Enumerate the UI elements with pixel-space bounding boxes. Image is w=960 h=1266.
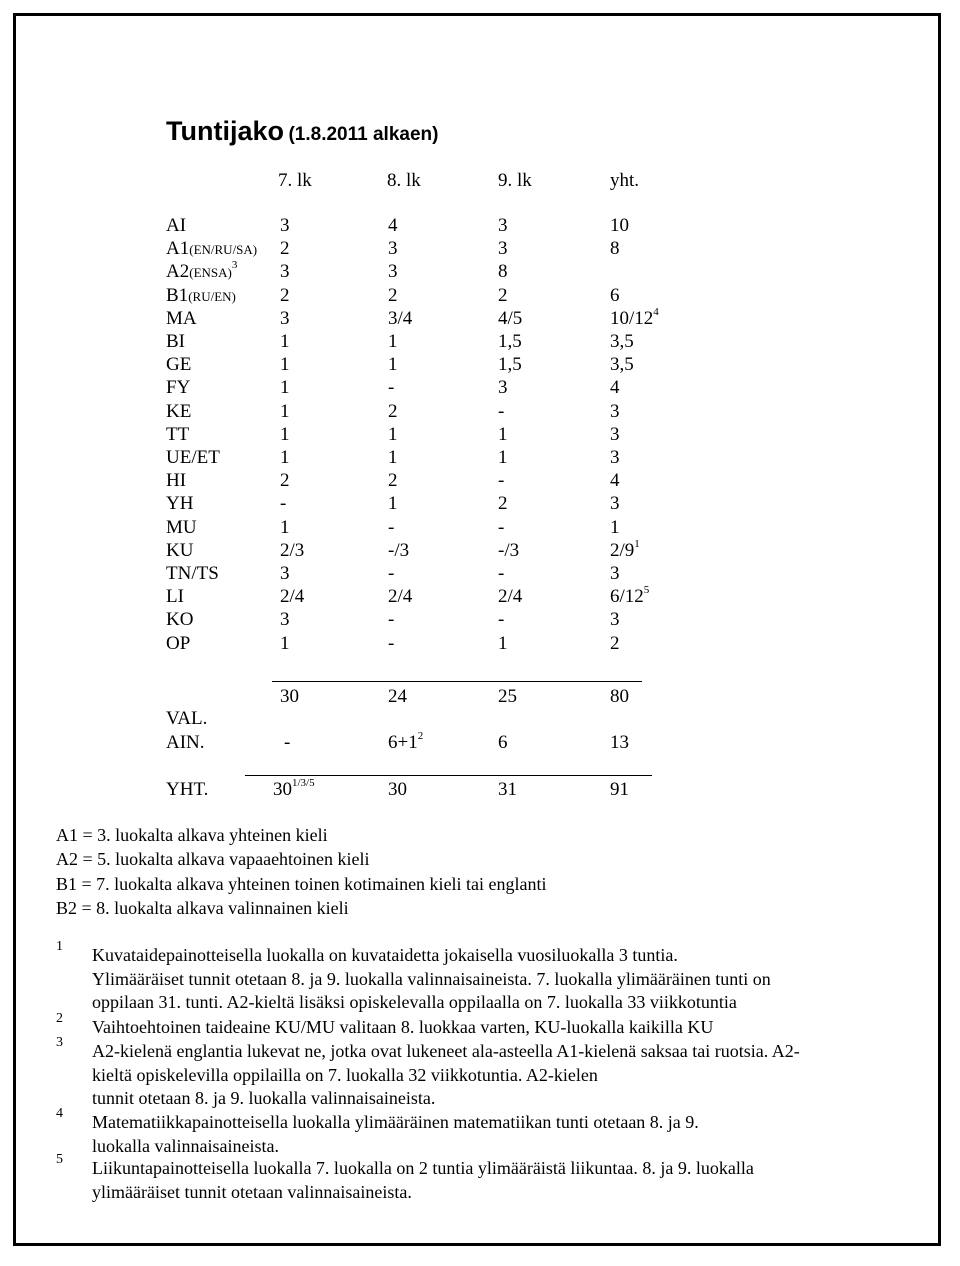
subject-hours-7: 2 (280, 284, 290, 306)
column-header-7: 7. lk (278, 170, 312, 191)
subject-hours-7: 1 (280, 331, 290, 352)
subject-hours-8: -/3 (388, 539, 410, 561)
subject-hours-9: - (498, 516, 505, 538)
footnote-text: ylimääräiset tunnit otetaan valinnaisaineista. (92, 1181, 412, 1202)
subject-hours-yht: 3,5 (610, 354, 634, 376)
subject-label: A1(EN/RU/SA) (166, 238, 258, 260)
subject-hours-9: 1,5 (498, 331, 522, 352)
subject-hours-7: 1 (280, 400, 290, 422)
subject-hours-yht: 2 (610, 632, 620, 654)
subject-label: KO (166, 609, 194, 631)
subject-hours-9: 3 (498, 215, 508, 236)
subject-hours-7: 1 (280, 423, 290, 445)
subject-hours-8: 4 (388, 215, 398, 236)
subject-hours-9: 1 (498, 447, 508, 468)
subject-hours-7: 3 (280, 609, 290, 631)
subtotal-9: 25 (498, 686, 517, 707)
subject-hours-8: - (388, 516, 395, 538)
subject-label: HI (166, 470, 187, 492)
subtotal-rule (272, 681, 642, 682)
subject-hours-yht: 4 (610, 377, 620, 399)
subject-hours-yht: 3 (610, 609, 620, 631)
footnote-text: Kuvataidepainotteisella luokalla on kuvataidetta jokaisella vuosiluokalla 3 tuntia. (92, 945, 678, 965)
footnote-number: 1 (56, 939, 63, 954)
subject-hours-8: - (388, 377, 395, 399)
subject-hours-8: 2 (388, 470, 398, 492)
subject-hours-8: 1 (388, 354, 398, 376)
document-title (166, 116, 438, 147)
subject-hours-9: - (498, 470, 505, 492)
subject-hours-9: 3 (498, 377, 508, 399)
subject-hours-7: 1 (280, 354, 290, 376)
subject-hours-9: 2/4 (498, 586, 523, 608)
subject-hours-yht: 3,5 (610, 331, 634, 352)
subject-hours-yht: 4 (610, 470, 620, 492)
subject-hours-yht: $2/9^1$ (610, 537, 640, 561)
subject-hours-9: 2 (498, 284, 508, 306)
subject-hours-8: 3/4 (388, 307, 413, 329)
subject-hours-8: - (388, 632, 395, 654)
subject-hours-8: 1 (388, 423, 398, 445)
subject-hours-8: 3 (388, 238, 398, 260)
title-main: Tuntijako (166, 116, 284, 146)
subject-hours-yht: 3 (610, 400, 620, 422)
footnote-text: Matematiikkapainotteisella luokalla ylimääräinen matematiikan tunti otetaan 8. ja 9. (92, 1112, 699, 1132)
subject-hours-yht: 3 (610, 423, 620, 445)
subject-hours-7: 1 (280, 632, 290, 654)
subject-hours-yht: 8 (610, 238, 620, 260)
subject-label: BI (166, 331, 185, 352)
title-date: (1.8.2011 alkaen) (288, 124, 439, 145)
val-7: - (284, 732, 291, 753)
footnote-number: 2 (56, 1011, 63, 1026)
footnote-text: luokalla valinnaisaineista. (92, 1135, 279, 1156)
subject-hours-7: 1 (280, 447, 290, 468)
total-8: 30 (388, 779, 407, 800)
footnote-text: Vaihtoehtoinen taideaine KU/MU valitaan 8. luokkaa varten, KU-luokalla kaikilla KU (92, 1017, 714, 1037)
total-9: 31 (498, 779, 517, 800)
subject-hours-7: 3 (280, 261, 290, 283)
subject-hours-7: 2 (280, 238, 290, 260)
footnote-text: oppilaan 31. tunti. A2-kieltä lisäksi opiskelevalla oppilaalla on 7. luokalla 33 viikkotuntia (92, 992, 737, 1012)
subject-label: TN/TS (166, 563, 219, 584)
ain-label: AIN. (166, 732, 205, 753)
subject-label: A2(ENSA)$^3$ (166, 259, 238, 283)
subtotal-7: 30 (280, 686, 299, 707)
subject-label: FY (166, 377, 191, 399)
legend-a2: A2 = 5. luokalta alkava vapaaehtoinen kieli (56, 849, 370, 869)
subject-label: MA (166, 307, 197, 329)
subject-hours-7: 3 (280, 215, 290, 236)
total-rule (245, 775, 652, 776)
subject-label: KE (166, 400, 192, 422)
subject-label: LI (166, 586, 184, 608)
subject-hours-yht: 6 (610, 284, 620, 306)
subject-hours-9: -/3 (498, 539, 520, 561)
subject-hours-8: 1 (388, 447, 398, 468)
subject-hours-9: 3 (498, 238, 508, 260)
total-7: $30^{1/3/5}$ (273, 777, 315, 800)
subject-hours-7: 2/4 (280, 586, 305, 608)
subject-hours-8: 2 (388, 284, 398, 306)
subject-label: OP (166, 632, 191, 654)
subject-hours-8: 1 (388, 331, 398, 352)
column-header-9: 9. lk (498, 170, 532, 191)
subject-hours-7: 3 (280, 563, 290, 584)
footnote-number: 3 (56, 1035, 63, 1050)
subject-label: TT (166, 423, 190, 445)
subtotal-yht: 80 (610, 686, 629, 707)
legend-b2: B2 = 8. luokalta alkava valinnainen kieli (56, 898, 349, 918)
subject-hours-yht: 10 (610, 215, 629, 236)
subject-hours-9: 1,5 (498, 354, 522, 376)
total-yht: 91 (610, 779, 629, 800)
subject-hours-yht: 1 (610, 516, 620, 538)
subject-hours-yht: 3 (610, 447, 620, 468)
subject-hours-9: 1 (498, 632, 508, 654)
footnote-text: tunnit otetaan 8. ja 9. luokalla valinnaisaineista. (92, 1088, 436, 1108)
subject-hours-8: 2 (388, 400, 398, 422)
val-label: VAL. (166, 708, 208, 729)
column-header-yht: yht. (610, 170, 640, 191)
subject-hours-8: 3 (388, 261, 398, 283)
subject-label: KU (166, 539, 194, 561)
subject-hours-8: 2/4 (388, 586, 413, 608)
footnote-text: Liikuntapainotteisella luokalla 7. luokalla on 2 tuntia ylimääräistä liikuntaa. 8. ja 9. luokalla (92, 1158, 754, 1178)
footnote-text: A2-kielenä englantia lukevat ne, jotka ovat lukeneet ala-asteella A1-kielenä saksaa tai ruotsia. A2- (92, 1041, 800, 1061)
subject-hours-9: 4/5 (498, 307, 523, 329)
subject-hours-9: - (498, 563, 505, 584)
subject-hours-7: 3 (280, 307, 290, 329)
subject-hours-9: - (498, 400, 505, 422)
subject-hours-7: 2 (280, 470, 290, 492)
subject-hours-yht: 3 (610, 563, 620, 584)
subject-label: B1(RU/EN) (166, 284, 236, 306)
subject-hours-9: 1 (498, 423, 508, 445)
total-label: YHT. (166, 779, 209, 800)
footnote-number: 4 (56, 1106, 63, 1121)
subject-label: AI (166, 215, 187, 236)
val-yht: 13 (610, 732, 629, 753)
subject-hours-9: - (498, 609, 505, 631)
subject-hours-9: 2 (498, 493, 508, 515)
subject-hours-7: 1 (280, 377, 290, 399)
footnote-text: kieltä opiskelevilla oppilailla on 7. luokalla 32 viikkotuntia. A2-kielen (92, 1064, 598, 1085)
subject-hours-8: 1 (388, 493, 398, 515)
column-header-8: 8. lk (387, 170, 421, 191)
val-9: 6 (498, 732, 508, 753)
val-8: $6+1^2$ (388, 730, 424, 753)
legend-b1: B1 = 7. luokalta alkava yhteinen toinen kotimainen kieli tai englanti (56, 874, 547, 894)
subject-label: MU (166, 516, 197, 538)
subject-label: UE/ET (166, 447, 220, 468)
subject-hours-7: 1 (280, 516, 290, 538)
footnote-number: 5 (56, 1152, 63, 1167)
subtotal-8: 24 (388, 686, 407, 707)
subject-hours-9: 8 (498, 261, 508, 283)
subject-hours-8: - (388, 563, 395, 584)
subject-label: GE (166, 354, 192, 376)
subject-hours-7: - (280, 493, 287, 515)
subject-hours-yht: 3 (610, 493, 620, 515)
legend-a1: A1 = 3. luokalta alkava yhteinen kieli (56, 825, 328, 845)
footnote-text: Ylimääräiset tunnit otetaan 8. ja 9. luokalla valinnaisaineista. 7. luokalla ylimääräinen tunti on (92, 968, 771, 989)
subject-hours-8: - (388, 609, 395, 631)
subject-hours-7: 2/3 (280, 539, 305, 561)
subject-hours-yht: $10/12^4$ (610, 305, 659, 329)
subject-label: YH (166, 493, 194, 515)
subject-hours-yht: $6/12^5$ (610, 584, 650, 608)
